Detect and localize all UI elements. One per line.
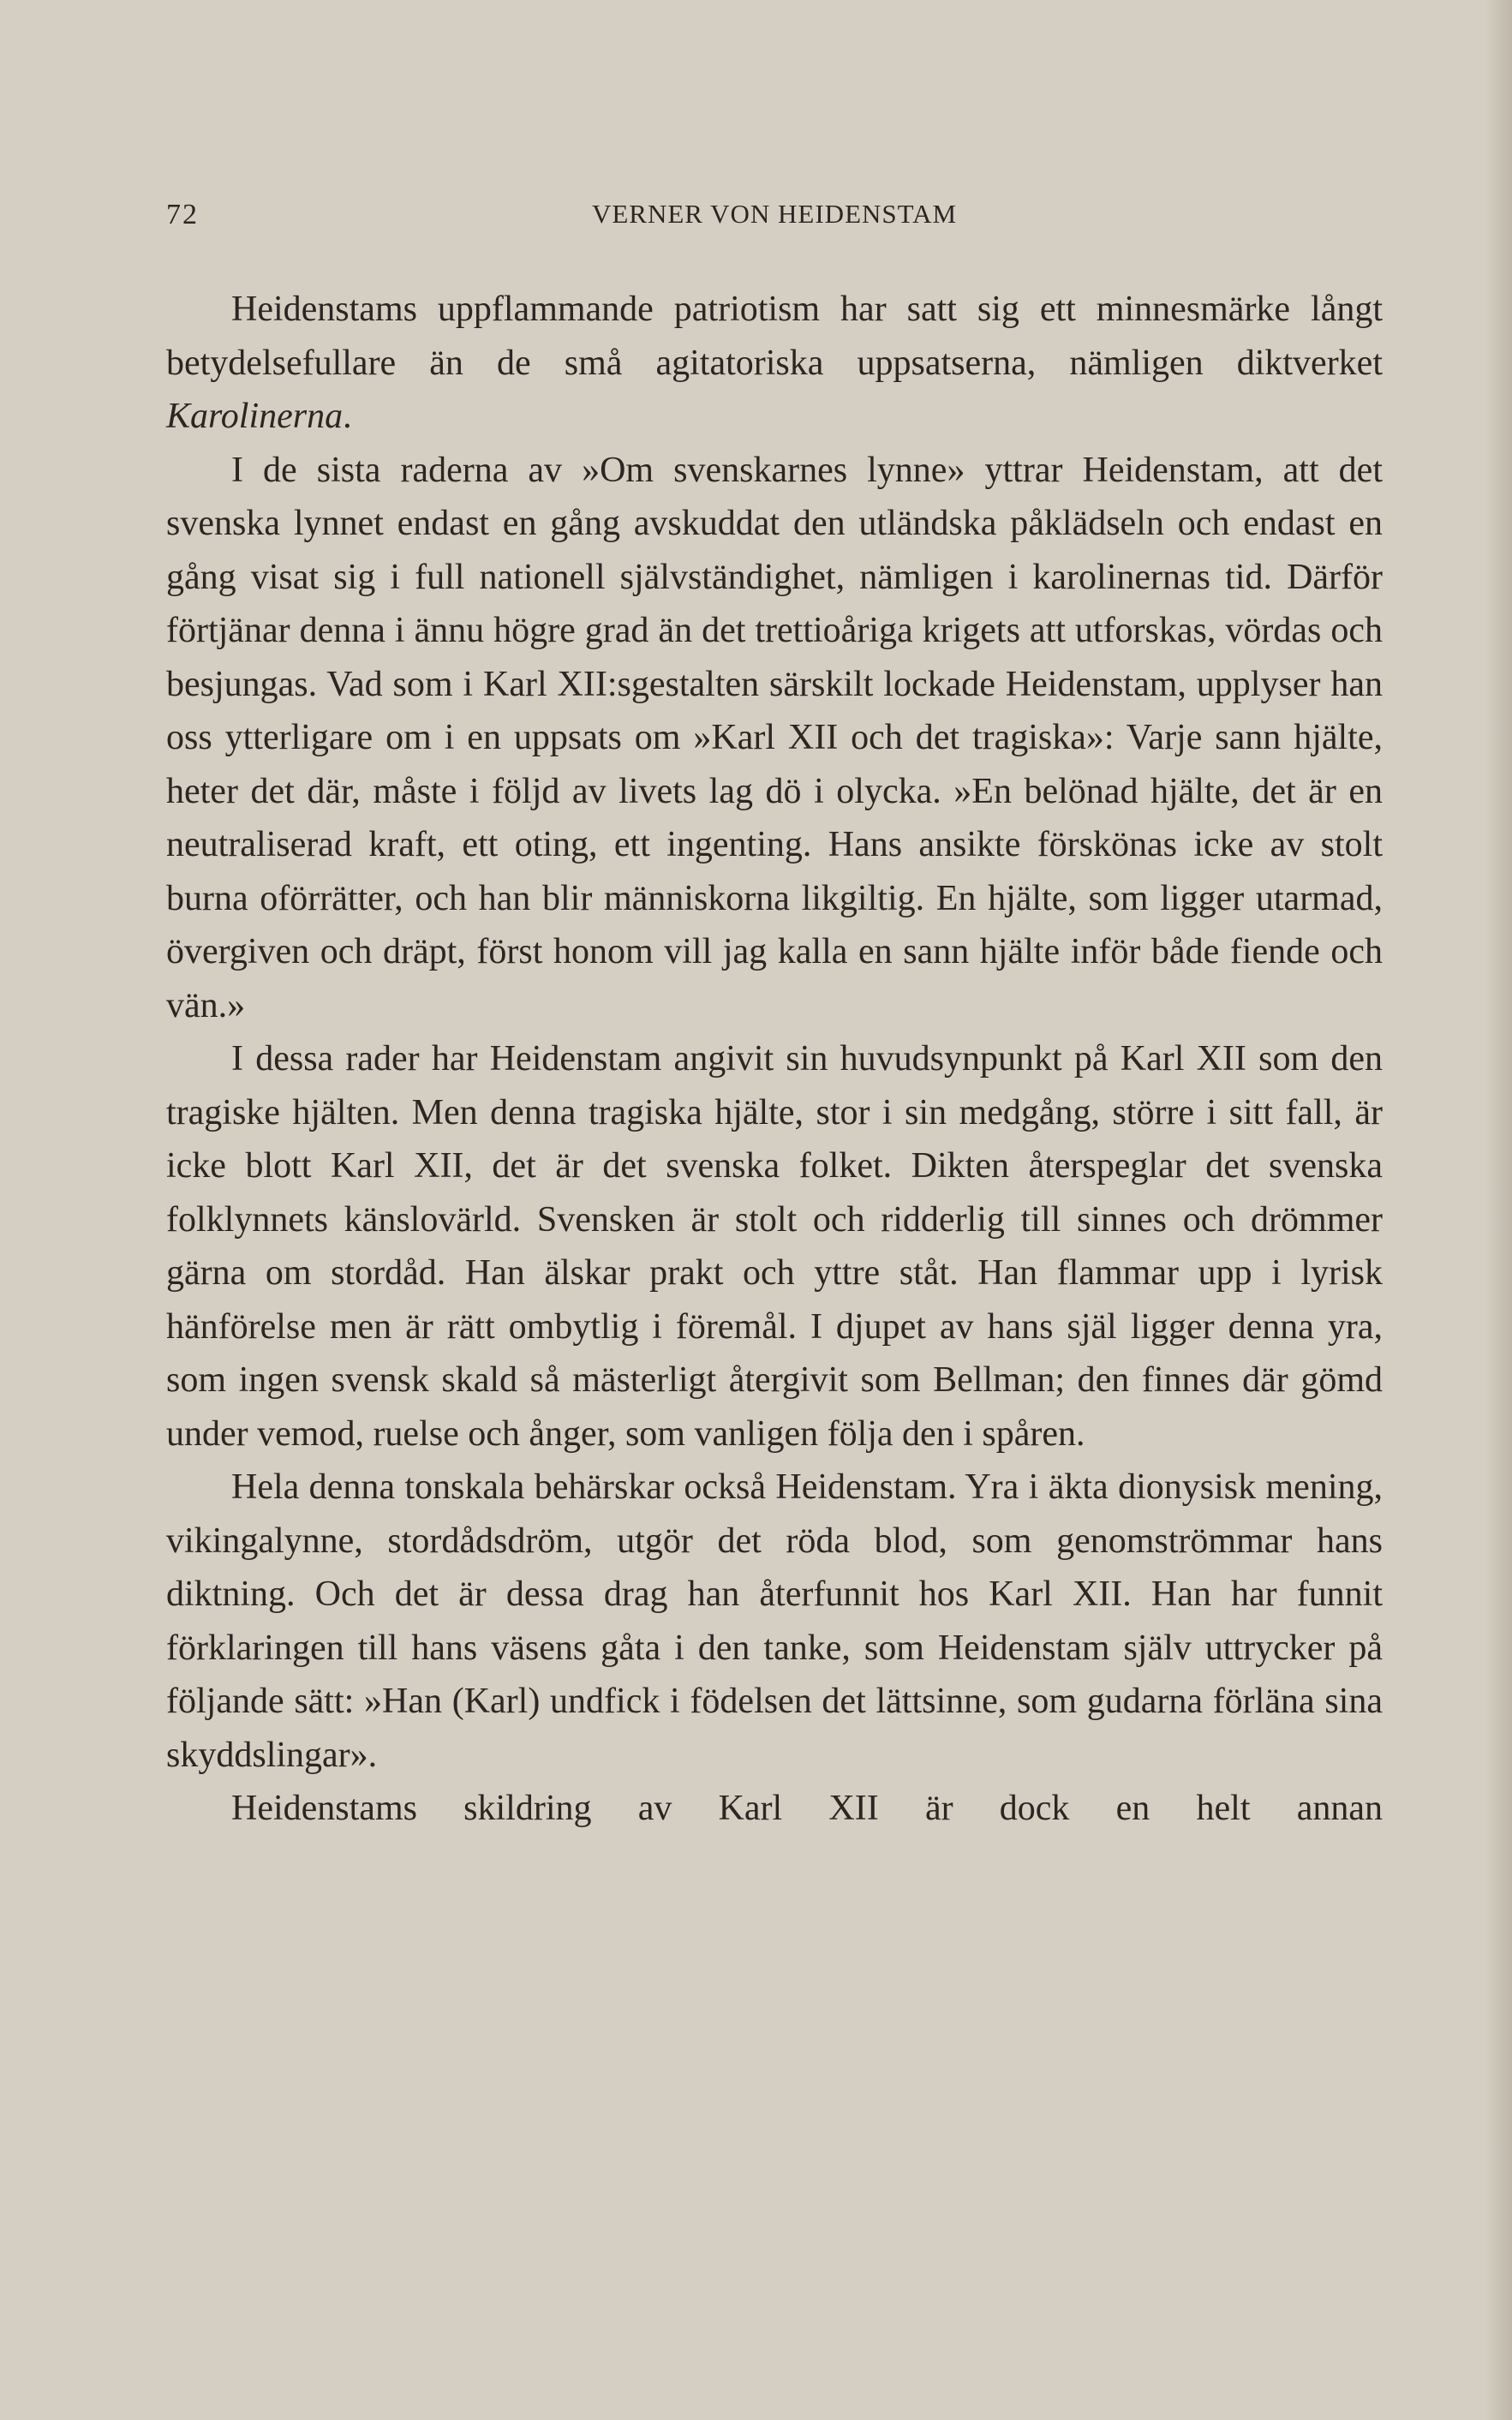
paragraph-1 xyxy=(166,283,1383,444)
paragraph-5: Heidenstams skildring av Karl XII är dock en helt annan xyxy=(231,1789,1383,1828)
page-edge-shadow xyxy=(1485,0,1512,2420)
paragraph-4: Hela denna tonskala behärskar också Heidenstam. Yra i äkta dionysisk mening, vikingalynne, stordådsdröm, utgör det röda blod, som genomströmmar hans diktning. Och det är dessa drag han återfunnit hos Karl XII. Han har funnit förklaringen till hans väsens gåta i den tanke, som Heidenstam själv uttrycker på följande sätt: »Han (Karl) undfick i födelsen det lättsinne, som gudarna förläna sina skyddslingar». xyxy=(166,1467,1383,1775)
paragraph-2: I de sista raderna av »Om svenskarnes lynne» yttrar Heidenstam, att det svenska lynnet endast en gång avskuddat den utländska påklädseln och endast en gång visat sig i full nationell självständighet, nämligen i karolinernas tid. Därför förtjänar denna i ännu högre grad än det trettioåriga krigets att utforskas, vördas och besjungas. Vad som i Karl XII:sgestalten särskilt lockade Heidenstam, upplyser han oss ytterligare om i en uppsats om »Karl XII och det tragiska»: Varje sann hjälte, heter det där, måste i följd av livets lag dö i olycka. »En belönad hjälte, det är en neutraliserad kraft, ett oting, ett ingenting. Hans ansikte förskönas icke av stolt burna oförrätter, och han blir människorna likgiltig. En hjälte, som ligger utarmad, övergiven och dräpt, först honom vill jag kalla en sann hjälte inför både fiende och vän.» xyxy=(166,450,1383,1025)
paragraph-3: I dessa rader har Heidenstam angivit sin huvudsynpunkt på Karl XII som den tragiske hjälten. Men denna tragiska hjälte, stor i sin medgång, större i sitt fall, är icke blott Karl XII, det är det svenska folket. Dikten återspeglar det svenska folklynnets känslovärld. Svensken är stolt och ridderlig till sinnes och drömmer gärna om stordåd. Han älskar prakt och yttre ståt. Han flammar upp i lyrisk hänförelse men är rätt ombytlig i föremål. I djupet av hans själ ligger denna yra, som ingen svensk skald så mästerligt återgivit som Bellman; den finnes där gömd under vemod, ruelse och ånger, som vanligen följa den i spåren. xyxy=(166,1039,1383,1454)
body-text xyxy=(166,283,1383,1836)
book-title: VERNER VON HEIDENSTAM xyxy=(591,199,958,229)
paragraph-1-end: . xyxy=(343,397,352,436)
paragraph-1-text: Heidenstams uppflammande patriotism har satt sig ett minnesmärke långt betydelsefullare än de små agitatoriska uppsatserna, nämligen diktverket xyxy=(166,290,1383,383)
page-number: 72 xyxy=(166,199,199,230)
work-title-italic: Karolinerna xyxy=(166,397,344,436)
running-head xyxy=(166,199,1383,238)
